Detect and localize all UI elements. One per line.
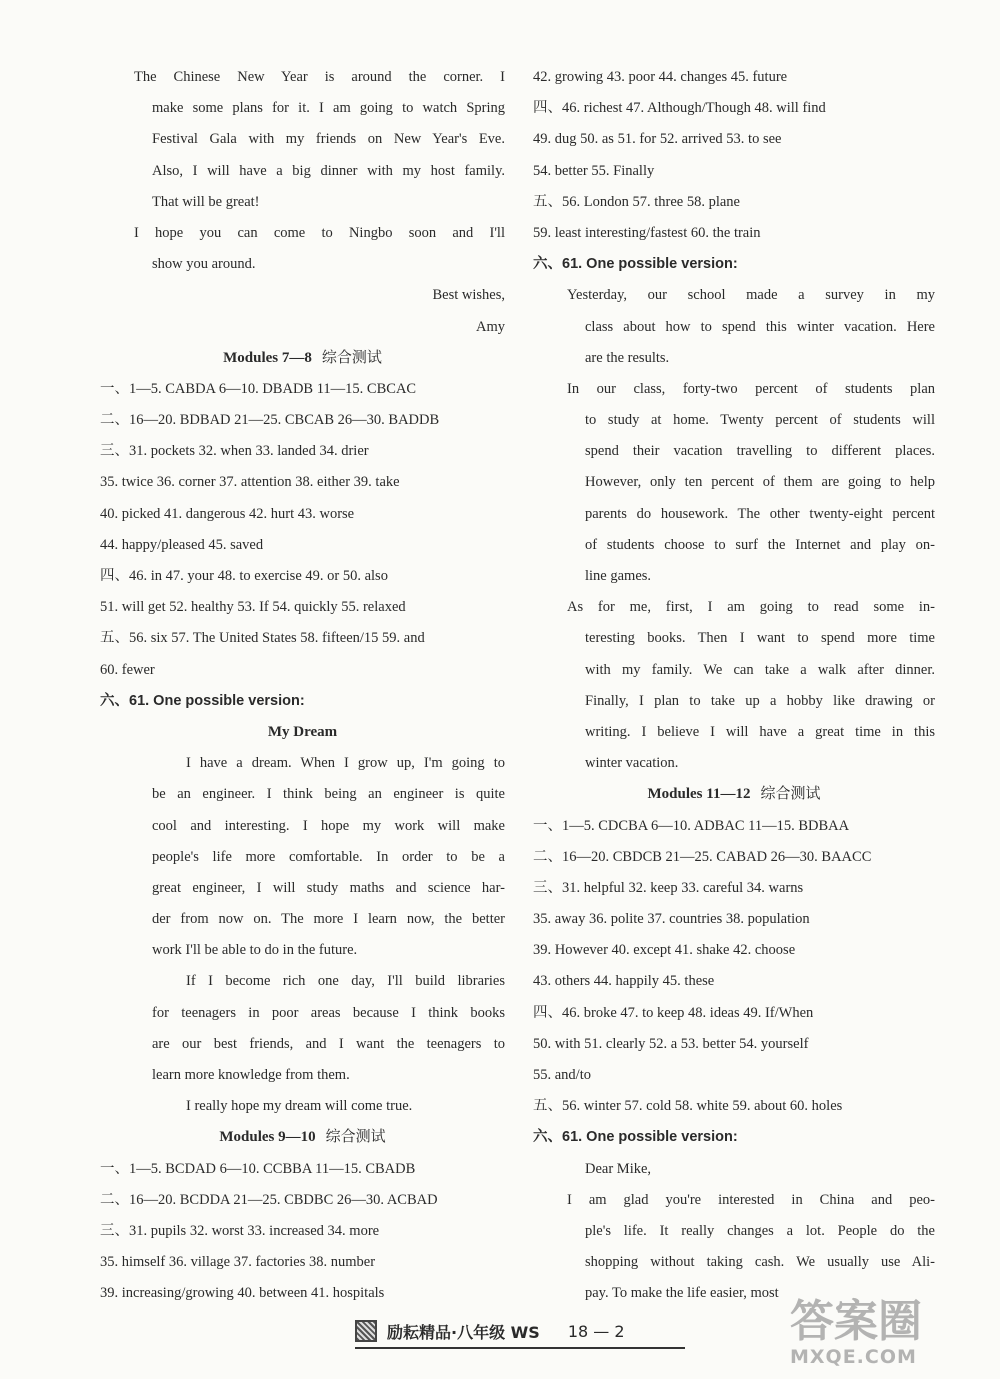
text-line bbox=[533, 62, 935, 93]
text-line bbox=[533, 686, 935, 717]
text-line bbox=[533, 249, 935, 280]
right-column bbox=[533, 62, 935, 1310]
line-text: learn more knowledge from them. bbox=[152, 1067, 350, 1083]
text-line bbox=[533, 873, 935, 904]
line-text: teresting books. Then I want to spend more time bbox=[585, 630, 935, 647]
line-text: pay. To make the life easier, most bbox=[585, 1285, 779, 1302]
section-heading bbox=[100, 1122, 505, 1153]
text-line bbox=[100, 655, 505, 686]
text-line bbox=[533, 592, 935, 623]
heading-subtitle: 综合测试 bbox=[325, 1129, 386, 1146]
text-line bbox=[100, 1247, 505, 1278]
text-line bbox=[100, 499, 505, 530]
line-text: However, only ten percent of them are going to help bbox=[585, 474, 935, 491]
text-line bbox=[100, 249, 505, 280]
text-line bbox=[533, 530, 935, 561]
line-text: 五、56. six 57. The United States 58. fifteen/15 59. and bbox=[100, 630, 425, 647]
footer-title: 励耘精品·八年级 WS bbox=[387, 1322, 540, 1342]
line-text: 54. better 55. Finally bbox=[533, 162, 655, 179]
line-text: Modules 11—12 bbox=[647, 786, 751, 803]
line-text: Finally, I plan to take up a hobby like drawing or bbox=[585, 692, 935, 709]
text-line bbox=[100, 592, 505, 623]
text-line bbox=[533, 1091, 935, 1122]
line-text: to study at home. Twenty percent of students will bbox=[585, 412, 935, 429]
text-line bbox=[533, 1122, 935, 1153]
text-line bbox=[533, 655, 935, 686]
text-line bbox=[533, 187, 935, 218]
line-text: cool and interesting. I hope my work will make bbox=[152, 817, 505, 834]
section-heading bbox=[533, 779, 935, 810]
line-text: winter vacation. bbox=[585, 755, 679, 772]
text-line bbox=[100, 374, 505, 405]
line-text: 六、61. One possible version: bbox=[533, 256, 738, 273]
text-line bbox=[533, 218, 935, 249]
line-text: Yesterday, our school made a survey in my bbox=[567, 287, 935, 304]
line-text: parents do housework. The other twenty-eight percent bbox=[585, 505, 935, 522]
text-line bbox=[533, 1154, 935, 1185]
line-text: be an engineer. I think being an engineer is quite bbox=[152, 786, 505, 803]
text-line bbox=[533, 124, 935, 155]
line-text: If I become rich one day, I'll build libraries bbox=[186, 973, 505, 990]
line-text: are the results. bbox=[585, 349, 670, 366]
line-text: 六、61. One possible version: bbox=[533, 1129, 738, 1146]
text-line bbox=[533, 1247, 935, 1278]
text-line bbox=[100, 436, 505, 467]
line-text: 五、56. London 57. three 58. plane bbox=[533, 193, 740, 210]
line-text: spend their vacation travelling to different places. bbox=[585, 443, 935, 460]
text-line bbox=[100, 1154, 505, 1185]
line-text: Modules 9—10 bbox=[219, 1129, 316, 1146]
text-line bbox=[100, 93, 505, 124]
line-text: That will be great! bbox=[152, 193, 260, 210]
text-line bbox=[100, 467, 505, 498]
line-text: I really hope my dream will come true. bbox=[186, 1098, 413, 1115]
text-line bbox=[100, 218, 505, 249]
line-text: show you around. bbox=[152, 256, 256, 273]
text-line bbox=[100, 156, 505, 187]
text-line bbox=[533, 748, 935, 779]
text-line bbox=[533, 623, 935, 654]
line-text: In our class, forty-two percent of students plan bbox=[567, 380, 935, 397]
text-line bbox=[533, 811, 935, 842]
line-text: Festival Gala with my friends on New Year's Eve. bbox=[152, 131, 505, 148]
text-line bbox=[100, 312, 505, 343]
line-text: 二、16—20. BDBAD 21—25. CBCAB 26—30. BADDB bbox=[100, 412, 440, 429]
text-line bbox=[100, 62, 505, 93]
text-line bbox=[100, 686, 505, 717]
book-logo-icon bbox=[355, 1320, 377, 1342]
text-line bbox=[533, 717, 935, 748]
line-text: 四、46. broke 47. to keep 48. ideas 49. If/When bbox=[533, 1004, 814, 1021]
text-line bbox=[100, 1091, 505, 1122]
line-text: make some plans for it. I am going to watch Spring bbox=[152, 100, 505, 117]
line-text: 四、46. in 47. your 48. to exercise 49. or 50. also bbox=[100, 568, 388, 584]
line-text: 60. fewer bbox=[100, 661, 155, 678]
text-line bbox=[100, 904, 505, 935]
text-line bbox=[100, 280, 505, 311]
line-text: line games. bbox=[585, 568, 652, 584]
text-line bbox=[533, 904, 935, 935]
line-text: 40. picked 41. dangerous 42. hurt 43. worse bbox=[100, 505, 355, 522]
watermark bbox=[790, 1298, 995, 1376]
text-line bbox=[533, 156, 935, 187]
line-text: 六、61. One possible version: bbox=[100, 692, 305, 709]
line-text: 44. happy/pleased 45. saved bbox=[100, 536, 264, 553]
text-line bbox=[100, 187, 505, 218]
text-line bbox=[100, 842, 505, 873]
line-text: 一、1—5. CDCBA 6—10. ADBAC 11—15. BDBAA bbox=[533, 817, 850, 834]
line-text: great engineer, I will study maths and science har- bbox=[152, 879, 505, 896]
heading-subtitle: 综合测试 bbox=[321, 349, 382, 366]
line-text: class about how to spend this winter vacation. Here bbox=[585, 318, 935, 335]
text-line bbox=[533, 1216, 935, 1247]
text-line bbox=[533, 842, 935, 873]
section-heading bbox=[100, 343, 505, 374]
line-text: 50. with 51. clearly 52. a 53. better 54. yourself bbox=[533, 1035, 809, 1052]
text-line bbox=[100, 811, 505, 842]
text-line bbox=[533, 374, 935, 405]
line-text: 二、16—20. CBDCB 21—25. CABAD 26—30. BAACC bbox=[533, 848, 872, 865]
text-line bbox=[533, 935, 935, 966]
watermark-logo: 答案圈 bbox=[790, 1296, 922, 1347]
line-text: 一、1—5. BCDAD 6—10. CCBBA 11—15. CBADB bbox=[100, 1160, 416, 1177]
text-line bbox=[533, 1060, 935, 1091]
text-line bbox=[533, 405, 935, 436]
left-column bbox=[100, 62, 505, 1310]
text-line bbox=[533, 1185, 935, 1216]
line-text: 一、1—5. CABDA 6—10. DBADB 11—15. CBCAC bbox=[100, 380, 417, 397]
line-text: for teenagers in poor areas because I think books bbox=[152, 1004, 505, 1021]
text-line bbox=[100, 1185, 505, 1216]
line-text: 55. and/to bbox=[533, 1067, 591, 1083]
text-line bbox=[533, 499, 935, 530]
line-text: Modules 7—8 bbox=[223, 349, 312, 366]
line-text: 59. least interesting/fastest 60. the train bbox=[533, 224, 761, 241]
line-text: I am glad you're interested in China and peo- bbox=[567, 1191, 935, 1208]
text-line bbox=[100, 935, 505, 966]
line-text: shopping without taking cash. We usually use Ali- bbox=[585, 1254, 935, 1271]
text-line bbox=[100, 623, 505, 654]
page-number: 18 — 2 bbox=[567, 1321, 625, 1341]
line-text: Dear Mike, bbox=[585, 1160, 652, 1177]
line-text: people's life more comfortable. In order to be a bbox=[152, 848, 505, 865]
line-text: 43. others 44. happily 45. these bbox=[533, 973, 715, 990]
text-line bbox=[533, 280, 935, 311]
line-text: I hope you can come to Ningbo soon and I'll bbox=[134, 224, 505, 241]
text-line bbox=[100, 561, 505, 592]
line-text: 三、31. helpful 32. keep 33. careful 34. warns bbox=[533, 879, 804, 896]
line-text: 35. himself 36. village 37. factories 38. number bbox=[100, 1254, 376, 1271]
text-line bbox=[100, 1278, 505, 1309]
line-text: der from now on. The more I learn now, the better bbox=[152, 911, 505, 928]
line-text: 四、46. richest 47. Although/Though 48. will find bbox=[533, 100, 826, 117]
text-line bbox=[533, 998, 935, 1029]
section-heading bbox=[100, 717, 505, 748]
line-text: 42. growing 43. poor 44. changes 45. future bbox=[533, 69, 788, 85]
line-text: ple's life. It really changes a lot. People do the bbox=[585, 1222, 935, 1239]
text-line bbox=[100, 1216, 505, 1247]
text-line bbox=[100, 998, 505, 1029]
line-text: 五、56. winter 57. cold 58. white 59. about 60. holes bbox=[533, 1098, 843, 1115]
line-text: Amy bbox=[476, 318, 505, 335]
text-line bbox=[100, 124, 505, 155]
line-text: of students choose to surf the Internet and play on- bbox=[585, 536, 935, 553]
line-text: 39. increasing/growing 40. between 41. hospitals bbox=[100, 1285, 385, 1302]
text-line bbox=[533, 343, 935, 374]
watermark-url: MXQE.COM bbox=[790, 1346, 917, 1368]
text-line bbox=[533, 436, 935, 467]
text-line bbox=[100, 530, 505, 561]
line-text: Also, I will have a big dinner with my host family. bbox=[152, 162, 505, 179]
line-text: 三、31. pockets 32. when 33. landed 34. drier bbox=[100, 443, 369, 460]
text-line bbox=[100, 966, 505, 997]
line-text: work I'll be able to do in the future. bbox=[152, 942, 358, 959]
line-text: 51. will get 52. healthy 53. If 54. quickly 55. relaxed bbox=[100, 599, 406, 616]
text-line bbox=[533, 966, 935, 997]
line-text: 35. away 36. polite 37. countries 38. population bbox=[533, 911, 810, 928]
line-text: 二、16—20. BCDDA 21—25. CBDBC 26—30. ACBAD bbox=[100, 1191, 438, 1208]
line-text: 35. twice 36. corner 37. attention 38. either 39. take bbox=[100, 474, 400, 491]
line-text: 49. dug 50. as 51. for 52. arrived 53. to see bbox=[533, 131, 782, 148]
line-text: writing. I believe I will have a great time in this bbox=[585, 723, 935, 740]
text-line bbox=[533, 561, 935, 592]
text-line bbox=[100, 873, 505, 904]
heading-subtitle: 综合测试 bbox=[760, 786, 821, 803]
line-text: My Dream bbox=[267, 723, 338, 740]
text-line bbox=[100, 405, 505, 436]
text-line bbox=[533, 312, 935, 343]
text-line bbox=[533, 93, 935, 124]
line-text: As for me, first, I am going to read some in- bbox=[567, 599, 935, 616]
page-footer bbox=[355, 1315, 685, 1349]
line-text: The Chinese New Year is around the corner. I bbox=[134, 69, 505, 85]
text-line bbox=[100, 779, 505, 810]
line-text: with my family. We can take a walk after dinner. bbox=[585, 661, 935, 678]
line-text: 39. However 40. except 41. shake 42. choose bbox=[533, 942, 796, 959]
text-line bbox=[533, 467, 935, 498]
text-line bbox=[100, 1060, 505, 1091]
line-text: are our best friends, and I want the teenagers to bbox=[152, 1035, 505, 1052]
text-line bbox=[100, 748, 505, 779]
text-line bbox=[100, 1029, 505, 1060]
line-text: I have a dream. When I grow up, I'm going to bbox=[186, 755, 505, 772]
text-line bbox=[533, 1029, 935, 1060]
line-text: 三、31. pupils 32. worst 33. increased 34. more bbox=[100, 1222, 380, 1239]
line-text: Best wishes, bbox=[432, 287, 505, 304]
